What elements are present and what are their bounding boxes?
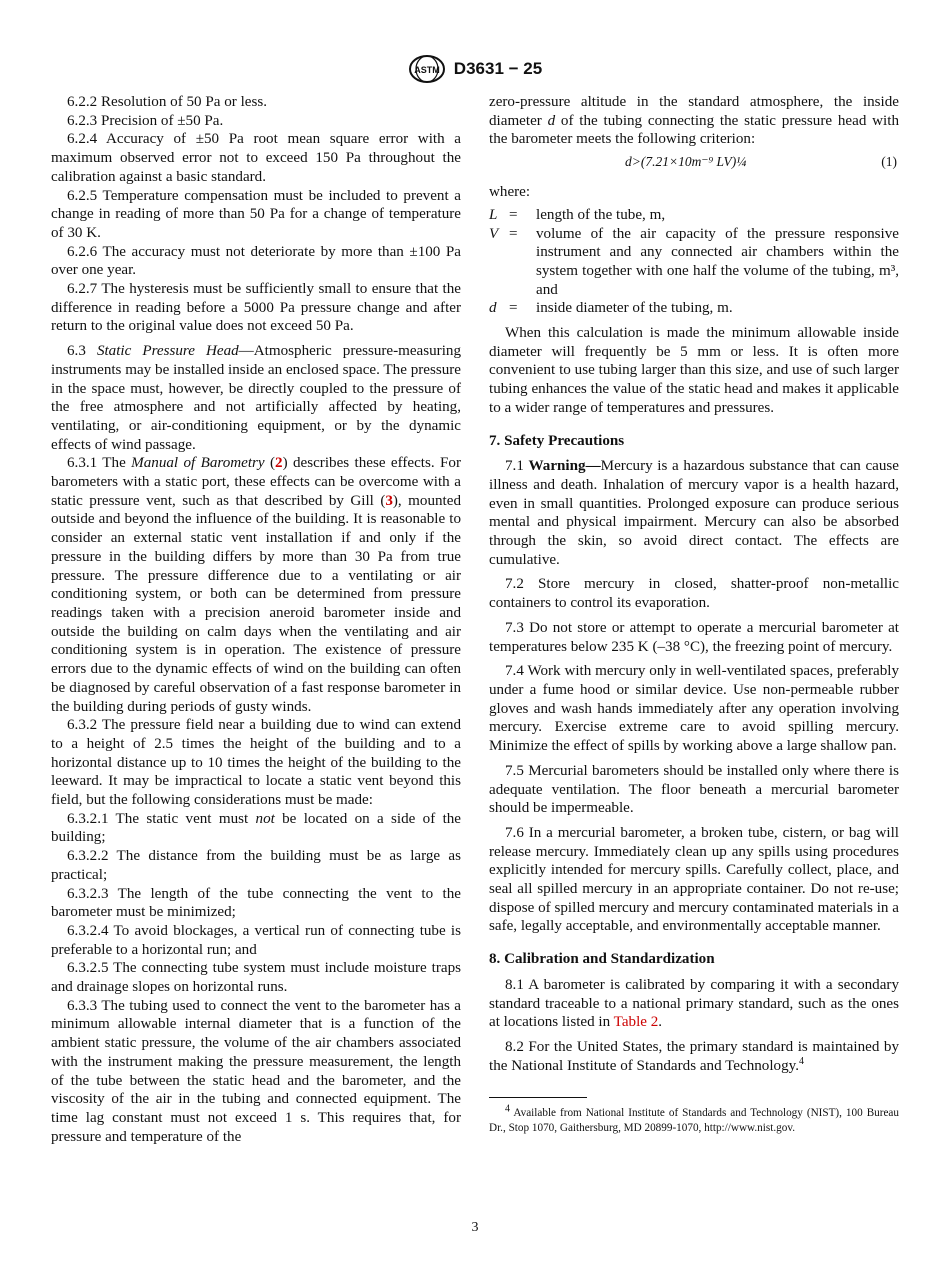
para-6-3-2-4: 6.3.2.4 To avoid blockages, a vertical run of connecting tube is preferable to a horizontal run; and — [51, 922, 461, 958]
left-column — [51, 93, 461, 1146]
emphasis-not: not — [255, 810, 275, 827]
footnote-4 — [489, 1103, 899, 1136]
para-6-3-2-3: 6.3.2.3 The length of the tube connecting the vent to the barometer must be minimized; — [51, 885, 461, 921]
text-span: Mercury is a hazardous substance that can cause illness and death. Inhalation of mercury vapor is a health hazard, even in small quantities. Prolonged exposure can produce serious mental and physical impairment. Mercury can also be absorbed through the skin, so avoid direct contact. The effects are cumulative. — [489, 458, 899, 568]
equation-1 — [489, 151, 899, 175]
para-8-1 — [489, 976, 899, 1032]
para-6-3-text: —Atmospheric pressure-measuring instruments may be installed inside an enclosed space. The pressure in the space must, however, be directly coupled to the pressure of the free atmosphere and not artificially affected by heating, ventilating, or air-conditioning equipment, or by the dynamic effects of wind passage. — [51, 343, 461, 453]
para-6-2-5: 6.2.5 Temperature compensation must be included to prevent a change in reading of more than 50 Pa for a change of temperature of 30 K. — [51, 187, 461, 241]
para-7-6: 7.6 In a mercurial barometer, a broken tube, cistern, or bag will release mercury. Immediately clean up any spills using procedures explicitly intended for mercury spills. Carefully collect, place, and seal all spilled mercury in an appropriate container. Do not re-use; dispose of spilled mercury and mercury contaminated materials in a safe, legally acceptable, and environmentally acceptable manner. — [489, 824, 899, 935]
footnote-text: Available from National Institute of Standards and Technology (NIST), 100 Bureau Dr., Stop 1070, Gaithersburg, MD 20899-1070, http://www.nist.gov. — [489, 1107, 899, 1135]
text-span: of the tubing connecting the static pressure head with the barometer meets the following criterion: — [489, 112, 899, 148]
para-7-4: 7.4 Work with mercury only in well-ventilated spaces, preferably under a fume hood or similar device. Use non-permeable rubber gloves and wash hands immediately after any operation involving mercury. Exercise extreme care to avoid spilling mercury. Minimize the effect of spills by working above a large shallow pan. — [489, 663, 899, 755]
definition-symbol: L — [489, 206, 498, 223]
text-span: be located on a side of the building; — [51, 810, 462, 846]
definition-row — [489, 206, 899, 225]
equation-expression: d>(7.21×10m⁻⁹ LV)¼ — [625, 154, 747, 170]
para-6-2-4: 6.2.4 Accuracy of ±50 Pa root mean square error with a maximum observed error not to exceed 150 Pa throughout the calibration against a basic standard. — [51, 131, 461, 185]
definition-text: inside diameter of the tubing, m. — [536, 300, 733, 317]
para-6-3-2-5: 6.3.2.5 The connecting tube system must include moisture traps and drainage slopes on horizontal runs. — [51, 960, 461, 996]
section-heading-7: 7. Safety Precautions — [489, 432, 625, 449]
para-7-1 — [489, 457, 899, 569]
para-6-2-2: 6.2.2 Resolution of 50 Pa or less. — [67, 94, 267, 110]
symbol-d: d — [547, 112, 556, 129]
equation-number: (1) — [881, 154, 897, 170]
document-id: D3631 − 25 — [453, 59, 543, 78]
page-header — [0, 54, 950, 84]
manual-title: Manual of Barometry — [131, 455, 265, 472]
section-title-static-pressure-head: Static Pressure Head — [96, 343, 239, 360]
definition-symbol: d — [489, 300, 497, 317]
para-7-3: 7.3 Do not store or attempt to operate a mercurial barometer at temperatures below 235 K (–38 °C), the freezing point of mercury. — [489, 619, 899, 655]
definition-row — [489, 225, 899, 300]
para-6-3-3-continued — [489, 93, 899, 149]
para-6-3-2-2: 6.3.2.2 The distance from the building must be as large as practical; — [51, 848, 461, 883]
text-span: describes these effects. For barometers with a static port, these effects can be overcome with a static pressure vent, such as that described by Gill ( — [51, 455, 461, 509]
para-6-3-3: 6.3.3 The tubing used to connect the vent to the barometer has a minimum allowable internal diameter that is a function of the ambient static pressure, the volume of the air chambers associated with the instrument making the pressure measurement, the length of the tube between the static head and the barometer, and the viscosity of the air in the tubing and connected equipment. The time lag constant must not exceed 1 s. This requires that, for pressure and temperature of the — [51, 997, 461, 1145]
text-span: 7.1 — [505, 458, 529, 475]
text-span: ), mounted outside and beyond the influence of the building. It is reasonable to consider an external static vent installation if and only if the pressure in the building differs by more than 30 Pa from true pressure. The pressure difference due to a ventilating or air conditioning system, or both can be determined from pressure readings taken with a precision aneroid barometer inside and outside the building on calm days when the ventilating and air conditioning system is in operation. The existence of pressure errors due to the dynamic effects of wind on the building can often be diagnosed by careful observation of a fast response barometer in the building during periods of gusty winds. — [51, 492, 461, 715]
reference-link-3[interactable]: 3 — [385, 492, 393, 509]
definition-text: length of the tube, m, — [536, 206, 666, 223]
para-6-3-2: 6.3.2 The pressure field near a building due to wind can extend to a height of 2.5 times the height of the building and to a horizontal distance up to 10 times the height of the building to the leeward. It may be impractical to locate a static vent beyond this field, but the following considerations must be made: — [51, 717, 461, 809]
text-span: zero-pressure altitude in the standard atmosphere, the inside diameter — [489, 94, 899, 129]
para-6-2-6: 6.2.6 The accuracy must not deteriorate by more than ±100 Pa over one year. — [51, 243, 461, 279]
footnote-divider — [489, 1097, 587, 1098]
page-number: 3 — [471, 1220, 479, 1235]
right-column — [489, 93, 899, 1136]
warning-label: Warning— — [528, 458, 601, 475]
where-label: where: — [489, 184, 531, 201]
para-8-2 — [489, 1038, 899, 1075]
footnote-number: 4 — [505, 1103, 510, 1115]
text-span: 6.3.1 The — [67, 455, 132, 472]
para-calculation-note: When this calculation is made the minimum allowable inside diameter will frequently be 5 mm or less. It is often more convenient to use tubing larger than this size, and use of such larger tubing enhances the value of the static head and makes it applicable to a wider range of temperatures and pressures. — [489, 325, 899, 416]
definition-equals: = — [509, 225, 518, 242]
para-7-5: 7.5 Mercurial barometers should be installed only where there is adequate ventilation. The floor beneath a mercurial barometer should be impermeable. — [489, 762, 899, 817]
definition-symbol: V — [489, 225, 499, 242]
definition-equals: = — [509, 206, 518, 223]
reference-link-2[interactable]: 2 — [275, 455, 283, 472]
para-6-3-number: 6.3 — [67, 343, 86, 360]
table-2-link[interactable]: Table 2 — [613, 1014, 659, 1031]
para-6-3-2-1 — [51, 810, 461, 847]
svg-text:ASTM: ASTM — [414, 65, 440, 75]
para-6-2-3: 6.2.3 Precision of ±50 Pa. — [67, 112, 224, 129]
footnote-marker: 4 — [798, 1055, 804, 1067]
section-heading-8: 8. Calibration and Standardization — [489, 951, 715, 968]
para-7-2: 7.2 Store mercury in closed, shatter-proof non-metallic containers to control its evaporation. — [489, 576, 899, 612]
definition-equals: = — [509, 300, 518, 317]
text-span: 6.3.2.1 The static vent must — [67, 810, 256, 827]
para-6-3 — [51, 342, 461, 454]
definition-list — [489, 206, 899, 318]
text-span: . — [658, 1014, 663, 1031]
para-6-3-1: 6.3.1 The Manual of Barometry (2) describes these effects. For barometers with a static port, these effects can be overcome with a static pressure vent, such as that described by Gill (3), mounted outside and beyond the influence of the building. It is reasonable to consider an external static vent installation if and only if the pressure in the building differs by more than 30 Pa from true pressure. The pressure difference due to a ventilating or air conditioning system, or both can be determined from pressure readings taken with a precision aneroid barometer inside and outside the building on calm days when the ventilating and air conditioning system is in operation. The existence of pressure errors due to the dynamic effects of wind on the building can often be diagnosed by careful observation of a fast response barometer in the building during periods of gusty winds. — [51, 455, 461, 715]
text-span: 8.2 For the United States, the primary standard is maintained by the National Institute of Standards and Technology. — [489, 1038, 899, 1074]
text-span: 8.1 A barometer is calibrated by comparing it with a secondary standard traceable to a national primary standard, such as the ones at locations listed in — [489, 976, 899, 1031]
para-6-2-7: 6.2.7 The hysteresis must be sufficiently small to ensure that the difference in reading before a 5000 Pa pressure change and after return to the original value does not exceed 50 Pa. — [51, 281, 461, 335]
astm-logo-icon — [408, 54, 446, 84]
definition-row — [489, 299, 899, 318]
definition-text: volume of the air capacity of the pressure responsive instrument and any connected air chambers within the system together with one half the volume of the tubing, m³, and — [536, 225, 899, 298]
